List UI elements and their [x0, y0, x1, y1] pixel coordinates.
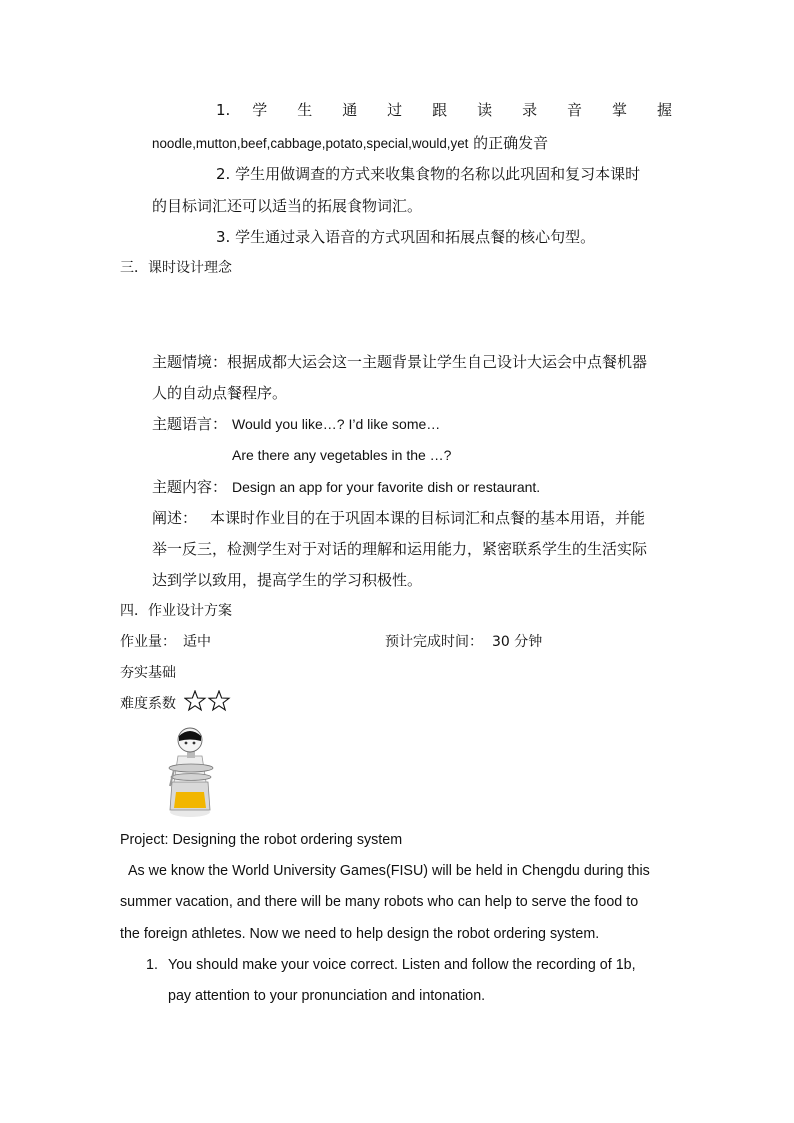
- workload-value: 适中: [183, 634, 211, 650]
- section3-heading: 三．课时设计理念: [120, 260, 232, 276]
- item1-char: 读: [477, 101, 493, 119]
- project-para-line3: the foreign athletes. Now we need to help design the robot ordering system.: [120, 926, 600, 942]
- star-outline-icon: [185, 691, 205, 710]
- serving-robot-illustration: [158, 726, 220, 818]
- time-value: 30 分钟: [492, 634, 543, 650]
- level-title: 夯实基础: [120, 665, 176, 681]
- theme-content: Design an app for your favorite dish or restaurant.: [232, 479, 541, 495]
- difficulty-stars: [184, 690, 232, 712]
- workload-label: 作业量：: [120, 634, 176, 650]
- item1-char: 通: [342, 101, 358, 119]
- task1-number: 1.: [146, 957, 158, 973]
- task1-line1: You should make your voice correct. Listen and follow the recording of 1b,: [168, 957, 636, 973]
- task1-line2: pay attention to your pronunciation and intonation.: [168, 988, 486, 1004]
- explain-line1: 本课时作业目的在于巩固本课的目标词汇和点餐的基本用语，并能: [210, 509, 646, 527]
- star-outline-icon: [209, 691, 229, 710]
- item1-char: 音: [567, 101, 583, 119]
- project-title: Project: Designing the robot ordering system: [120, 832, 403, 848]
- explain-line2: 举一反三，检测学生对于对话的理解和运用能力，紧密联系学生的生活实际: [152, 540, 648, 558]
- item1-char: 学: [252, 101, 268, 119]
- theme-situation-line2: 人的自动点餐程序。: [152, 384, 288, 402]
- theme-language-2: Are there any vegetables in the …?: [232, 447, 452, 463]
- item2-line2: 的目标词汇还可以适当的拓展食物词汇。: [152, 197, 423, 215]
- item1-char: 过: [387, 101, 403, 119]
- explain-label: 阐述：: [152, 509, 198, 527]
- item1-char: 掌: [612, 101, 628, 119]
- theme-language-label: 主题语言：: [152, 415, 228, 433]
- theme-language-1: Would you like…? I’d like some…: [232, 416, 441, 432]
- project-para-line2: summer vacation, and there will be many robots who can help to serve the food to: [120, 894, 639, 910]
- item1-tail: 的正确发音: [468, 134, 549, 152]
- item2-line1: 2. 学生用做调查的方式来收集食物的名称以此巩固和复习本课时: [216, 165, 641, 183]
- time-label: 预计完成时间：: [385, 634, 483, 650]
- theme-content-label: 主题内容：: [152, 478, 228, 496]
- difficulty-label: 难度系数: [120, 696, 176, 712]
- item1-char: 握: [656, 101, 672, 119]
- item1-spaced-line: [216, 100, 672, 120]
- project-para-line1: As we know the World University Games(FISU) will be held in Chengdu during this: [128, 863, 650, 879]
- item1-char: 录: [522, 101, 538, 119]
- item1-prefix: 1.: [216, 101, 231, 119]
- item3-line: 3. 学生通过录入语音的方式巩固和拓展点餐的核心句型。: [216, 228, 596, 246]
- explain-line3: 达到学以致用，提高学生的学习积极性。: [152, 571, 423, 589]
- item1-char: 生: [297, 101, 313, 119]
- theme-situation-line1: 主题情境：根据成都大运会这一主题背景让学生自己设计大运会中点餐机器: [152, 353, 648, 371]
- item1-vocab: noodle,mutton,beef,cabbage,potato,special,would,yet: [152, 136, 469, 151]
- item1-char: 跟: [432, 101, 448, 119]
- item1-words-line: [152, 133, 548, 154]
- section4-heading: 四．作业设计方案: [120, 603, 232, 619]
